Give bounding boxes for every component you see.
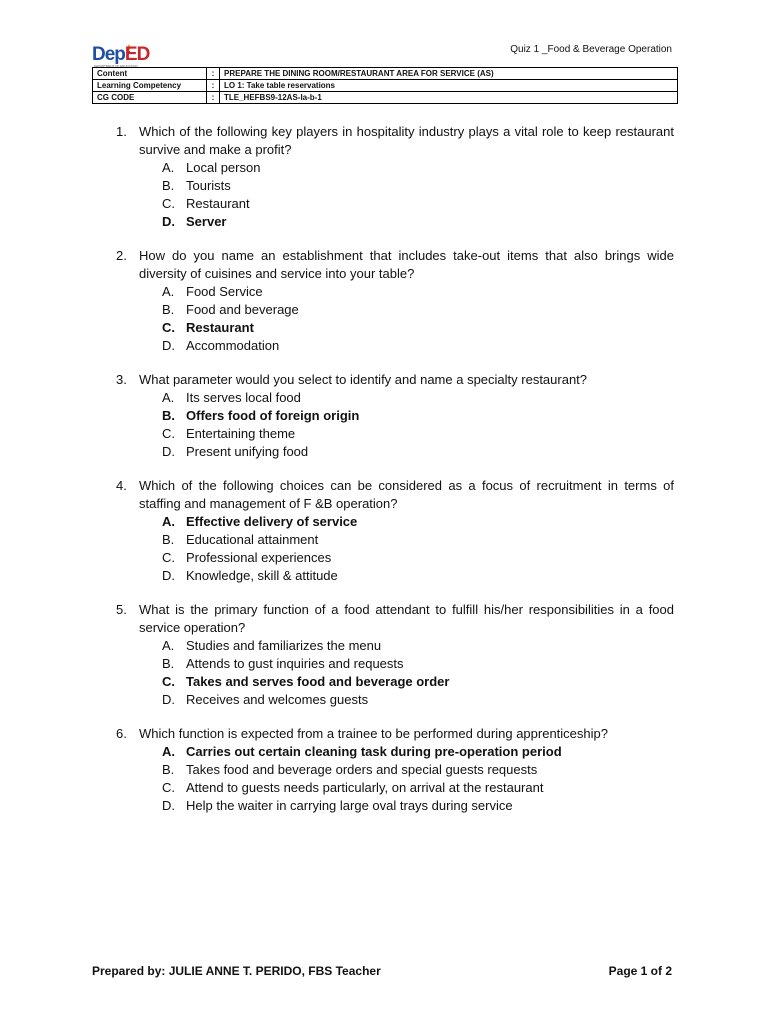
option-letter: C. bbox=[162, 320, 175, 335]
answer-option bbox=[116, 301, 674, 319]
answer-option-correct bbox=[116, 513, 674, 531]
meta-value: LO 1: Take table reservations bbox=[220, 80, 678, 92]
option-letter: A. bbox=[162, 284, 175, 299]
option-text: Entertaining theme bbox=[186, 426, 296, 441]
question-number: 3. bbox=[116, 372, 127, 387]
option-text: Its serves local food bbox=[186, 390, 301, 405]
meta-label: CG CODE bbox=[93, 92, 207, 104]
question-text: Which function is expected from a trainee to be performed during apprenticeship? bbox=[139, 726, 608, 741]
option-letter: D. bbox=[162, 798, 175, 813]
option-text: Accommodation bbox=[186, 338, 280, 353]
option-letter: B. bbox=[162, 178, 175, 193]
option-text: Effective delivery of service bbox=[186, 514, 358, 529]
answer-option bbox=[116, 691, 674, 709]
question-text: What is the primary function of a food attendant to fulfill his/her responsibilities in a food service operation? bbox=[139, 602, 674, 635]
option-text: Server bbox=[186, 214, 227, 229]
option-text: Professional experiences bbox=[186, 550, 332, 565]
answer-option bbox=[116, 159, 674, 177]
option-letter: A. bbox=[162, 160, 175, 175]
option-text: Restaurant bbox=[186, 320, 254, 335]
option-letter: D. bbox=[162, 444, 175, 459]
option-letter: A. bbox=[162, 638, 175, 653]
option-letter: C. bbox=[162, 674, 175, 689]
answer-option bbox=[116, 567, 674, 585]
option-letter: C. bbox=[162, 426, 175, 441]
option-text: Offers food of foreign origin bbox=[186, 408, 360, 423]
meta-value: PREPARE THE DINING ROOM/RESTAURANT AREA FOR SERVICE (AS) bbox=[220, 68, 678, 80]
option-letter: B. bbox=[162, 762, 175, 777]
answer-option bbox=[116, 195, 674, 213]
meta-separator: : bbox=[207, 68, 220, 80]
question-item bbox=[116, 725, 674, 815]
meta-row-content bbox=[93, 68, 678, 80]
option-letter: C. bbox=[162, 196, 175, 211]
option-letter: A. bbox=[162, 514, 175, 529]
answer-option-correct bbox=[116, 319, 674, 337]
answer-option bbox=[116, 425, 674, 443]
question-item bbox=[116, 601, 674, 709]
meta-row-competency bbox=[93, 80, 678, 92]
question-item bbox=[116, 123, 674, 231]
question-head bbox=[116, 371, 674, 389]
logo-text: DepED bbox=[92, 44, 150, 65]
meta-separator: : bbox=[207, 80, 220, 92]
option-text: Carries out certain cleaning task during pre-operation period bbox=[186, 744, 562, 759]
option-letter: D. bbox=[162, 568, 175, 583]
option-letter: D. bbox=[162, 214, 175, 229]
answer-option bbox=[116, 337, 674, 355]
option-text: Restaurant bbox=[186, 196, 250, 211]
meta-row-cg-code bbox=[93, 92, 678, 104]
meta-separator: : bbox=[207, 92, 220, 104]
option-text: Takes and serves food and beverage order bbox=[186, 674, 450, 689]
option-text: Tourists bbox=[186, 178, 231, 193]
answer-option bbox=[116, 389, 674, 407]
meta-table bbox=[92, 67, 678, 104]
question-head bbox=[116, 477, 674, 513]
option-letter: D. bbox=[162, 338, 175, 353]
option-text: Food and beverage bbox=[186, 302, 299, 317]
question-number: 5. bbox=[116, 602, 127, 617]
option-text: Takes food and beverage orders and special guests requests bbox=[186, 762, 538, 777]
answer-option-correct bbox=[116, 407, 674, 425]
answer-option bbox=[116, 637, 674, 655]
option-letter: B. bbox=[162, 532, 175, 547]
option-letter: C. bbox=[162, 550, 175, 565]
answer-option-correct bbox=[116, 673, 674, 691]
option-text: Local person bbox=[186, 160, 261, 175]
option-letter: C. bbox=[162, 780, 175, 795]
question-text: Which of the following choices can be considered as a focus of recruitment in terms of staffing and management of F &B operation? bbox=[139, 478, 674, 511]
answer-option bbox=[116, 779, 674, 797]
option-letter: B. bbox=[162, 408, 175, 423]
answer-option bbox=[116, 655, 674, 673]
question-head bbox=[116, 601, 674, 637]
answer-option bbox=[116, 549, 674, 567]
option-letter: A. bbox=[162, 390, 175, 405]
option-text: Help the waiter in carrying large oval trays during service bbox=[186, 798, 513, 813]
answer-option bbox=[116, 443, 674, 461]
quiz-title: Quiz 1 _Food & Beverage Operation bbox=[510, 44, 672, 55]
option-text: Studies and familiarizes the menu bbox=[186, 638, 382, 653]
question-item bbox=[116, 247, 674, 355]
prepared-by: Prepared by: JULIE ANNE T. PERIDO, FBS Teacher bbox=[92, 964, 381, 978]
answer-option bbox=[116, 797, 674, 815]
option-letter: B. bbox=[162, 302, 175, 317]
answer-option-correct bbox=[116, 743, 674, 761]
page-number: Page 1 of 2 bbox=[608, 964, 672, 978]
question-item bbox=[116, 371, 674, 461]
option-text: Educational attainment bbox=[186, 532, 319, 547]
question-head bbox=[116, 247, 674, 283]
option-text: Attend to guests needs particularly, on arrival at the restaurant bbox=[186, 780, 544, 795]
question-number: 4. bbox=[116, 478, 127, 493]
meta-label: Learning Competency bbox=[93, 80, 207, 92]
meta-label: Content bbox=[93, 68, 207, 80]
question-list bbox=[116, 123, 674, 831]
question-item bbox=[116, 477, 674, 585]
answer-option bbox=[116, 531, 674, 549]
logo-subtext: DEPARTMENT OF EDUCATION bbox=[94, 64, 138, 68]
question-text: Which of the following key players in hospitality industry plays a vital role to keep restaurant survive and make a profit? bbox=[139, 124, 674, 157]
question-head bbox=[116, 123, 674, 159]
question-number: 2. bbox=[116, 248, 127, 263]
option-letter: D. bbox=[162, 692, 175, 707]
question-number: 6. bbox=[116, 726, 127, 741]
option-text: Receives and welcomes guests bbox=[186, 692, 369, 707]
answer-option bbox=[116, 283, 674, 301]
option-letter: B. bbox=[162, 656, 175, 671]
answer-option bbox=[116, 177, 674, 195]
option-letter: A. bbox=[162, 744, 175, 759]
question-text: What parameter would you select to identify and name a specialty restaurant? bbox=[139, 372, 588, 387]
answer-option bbox=[116, 761, 674, 779]
option-text: Attends to gust inquiries and requests bbox=[186, 656, 404, 671]
meta-value: TLE_HEFBS9-12AS-Ia-b-1 bbox=[220, 92, 678, 104]
option-text: Food Service bbox=[186, 284, 263, 299]
question-text: How do you name an establishment that includes take-out items that also brings wide diversity of cuisines and service into your table? bbox=[139, 248, 674, 281]
question-head bbox=[116, 725, 674, 743]
answer-option-correct bbox=[116, 213, 674, 231]
option-text: Knowledge, skill & attitude bbox=[186, 568, 338, 583]
option-text: Present unifying food bbox=[186, 444, 309, 459]
question-number: 1. bbox=[116, 124, 127, 139]
